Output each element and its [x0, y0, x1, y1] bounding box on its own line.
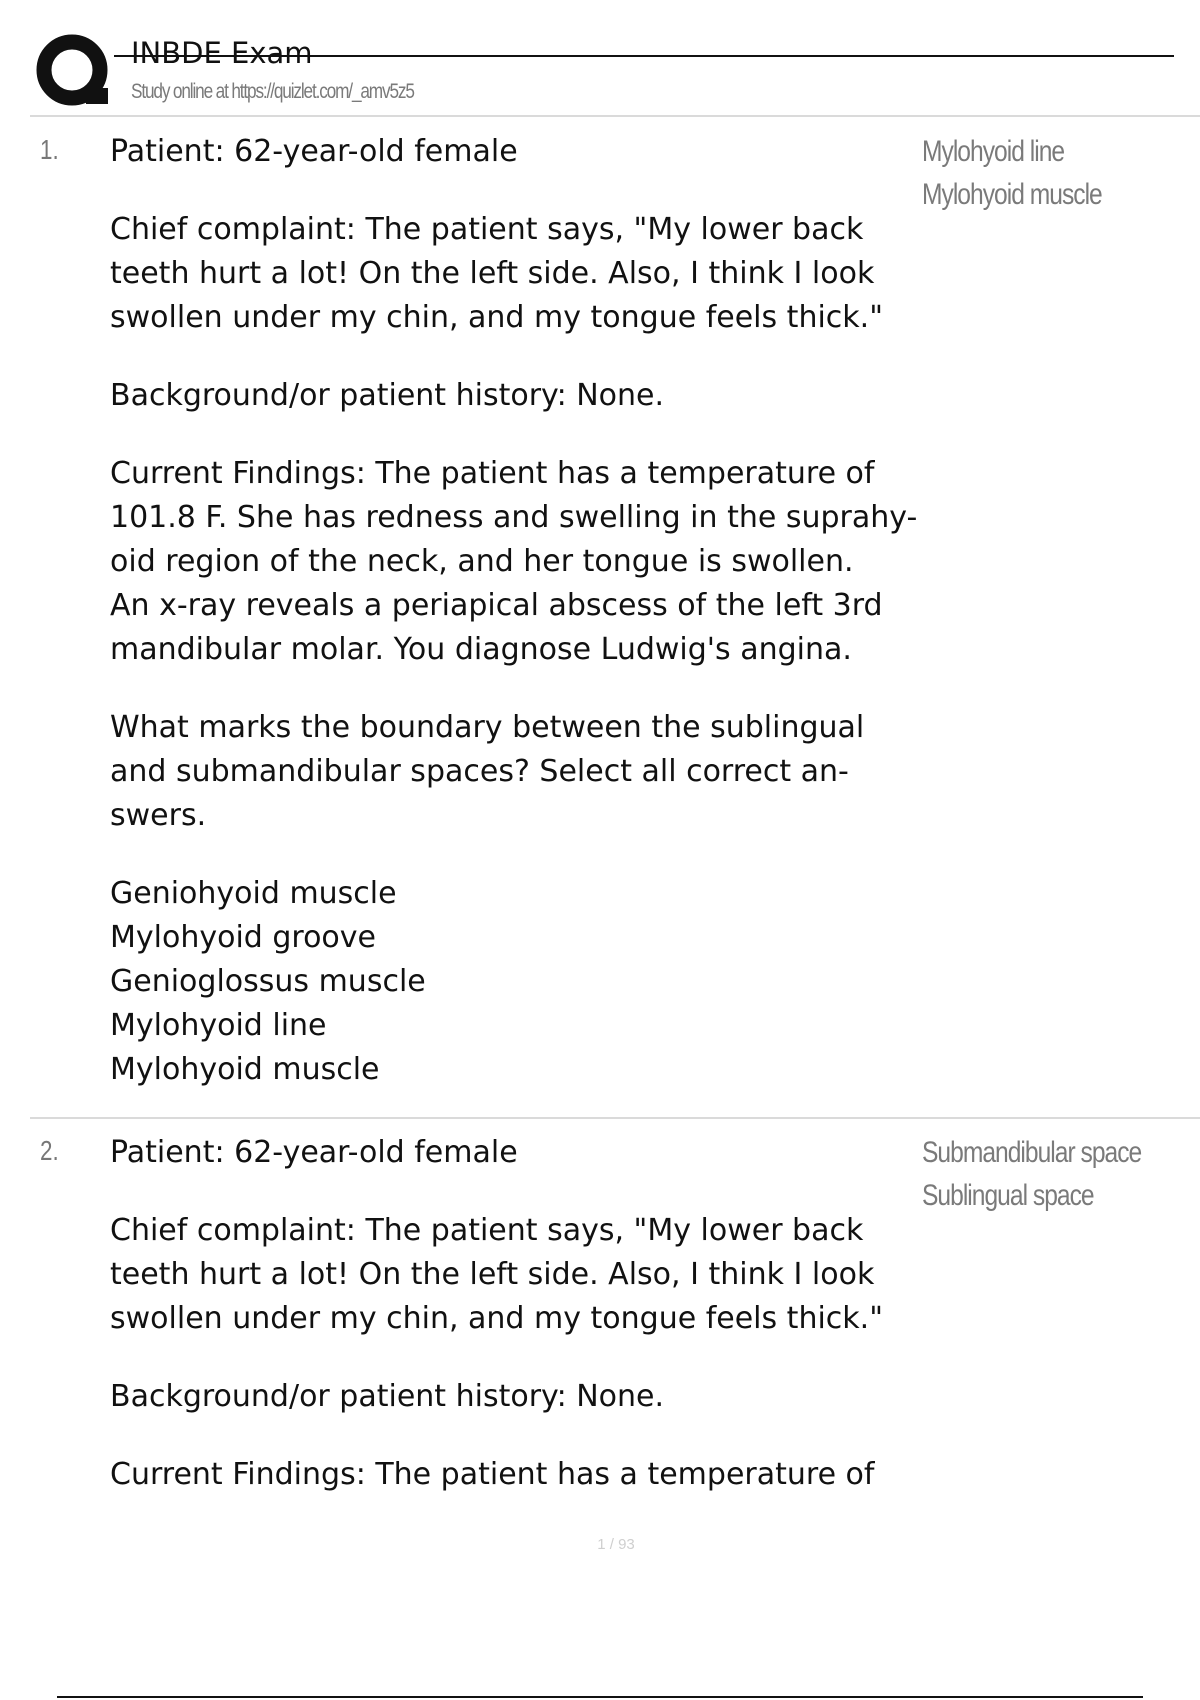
card-number: 2.	[40, 1135, 59, 1166]
study-online-link[interactable]: Study online at https://quizlet.com/_amv5z5	[131, 80, 414, 103]
page-header	[30, 28, 1140, 118]
document-title: INBDE Exam	[131, 36, 313, 70]
header-divider	[30, 115, 1200, 117]
answer-line: Mylohyoid muscle	[922, 178, 1102, 211]
card-number: 1.	[40, 134, 59, 165]
question-paragraph: Current Findings: The patient has a temperature of	[110, 1457, 875, 1492]
answer-line: Mylohyoid line	[922, 135, 1065, 168]
question-paragraph: Background/or patient history: None.	[110, 378, 665, 413]
footer-rule	[57, 1696, 1143, 1698]
question-paragraph: Current Findings: The patient has a temperature of 101.8 F. She has redness and swelling in the suprahy- oid region of the neck, and her tongue is swollen. An x-ray reveals a periapical abscess of the left 3rd mandibular molar. You diagnose Ludwig's angina.	[110, 456, 918, 667]
card-answer	[922, 130, 1192, 216]
question-paragraph: Chief complaint: The patient says, "My lower back teeth hurt a lot! On the left side. Also, I think I look swollen under my chin, and my tongue feels thick."	[110, 1213, 883, 1336]
answer-line: Submandibular space	[922, 1136, 1142, 1169]
card-answer	[922, 1131, 1192, 1217]
card-question	[110, 1131, 930, 1531]
page-number: 1 / 93	[597, 1536, 635, 1553]
card-divider	[30, 1117, 1200, 1119]
question-paragraph: Patient: 62-year-old female	[110, 1135, 518, 1170]
card-question	[110, 130, 930, 1126]
quizlet-q-logo-icon	[34, 32, 114, 112]
question-paragraph: Patient: 62-year-old female	[110, 134, 518, 169]
question-paragraph: What marks the boundary between the sublingual and submandibular spaces? Select all correct an- swers.	[110, 710, 865, 833]
answer-options: Geniohyoid muscle Mylohyoid groove Genioglossus muscle Mylohyoid line Mylohyoid muscle	[110, 876, 426, 1087]
question-paragraph: Chief complaint: The patient says, "My lower back teeth hurt a lot! On the left side. Also, I think I look swollen under my chin, and my tongue feels thick."	[110, 212, 883, 335]
question-paragraph: Background/or patient history: None.	[110, 1379, 665, 1414]
answer-line: Sublingual space	[922, 1179, 1094, 1212]
